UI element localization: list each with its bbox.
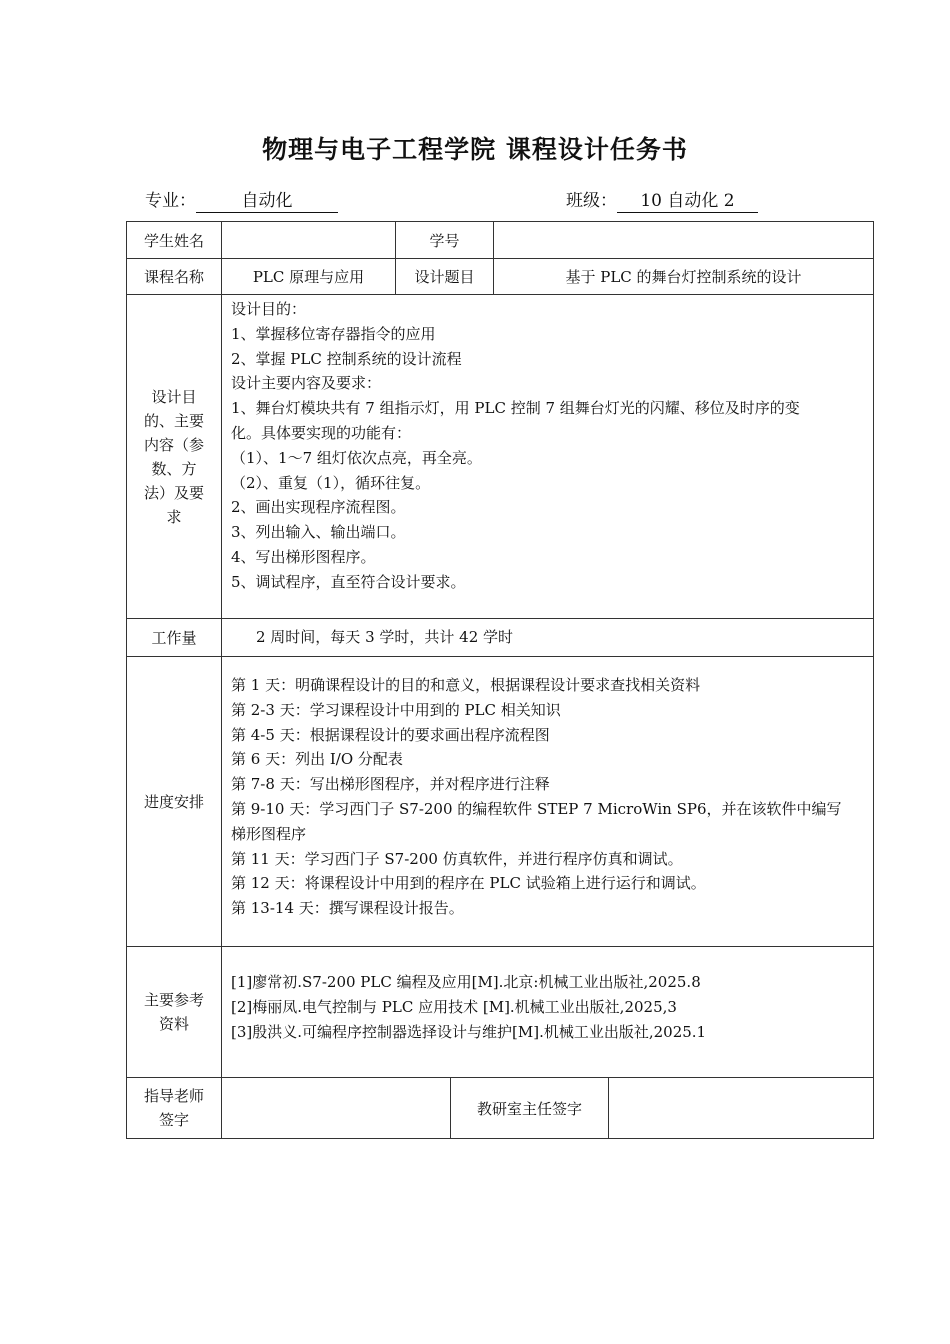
purpose-line: （2）、重复（1），循环往复。 [231, 473, 431, 492]
purpose-line: （1）、1～7 组灯依次点亮，再全亮。 [231, 448, 482, 467]
schedule-line: 第 1 天：明确课程设计的目的和意义，根据课程设计要求查找相关资料 [231, 676, 701, 694]
workload-value [256, 625, 513, 650]
director-sign-label: 教研室主任签字 [476, 1099, 582, 1118]
purpose-line: 5、调试程序，直至符合设计要求。 [231, 572, 466, 591]
purpose-line: 化。具体要实现的功能有： [231, 423, 412, 442]
references-label-line: 主要参考 [143, 991, 204, 1009]
schedule-line: 梯形图程序 [231, 824, 307, 843]
schedule-line: 第 2-3 天：学习课程设计中用到的 PLC 相关知识 [231, 700, 561, 719]
schedule-line: 第 11 天：学习西门子 S7-200 仿真软件，并进行程序仿真和调试。 [231, 849, 683, 868]
table-border [126, 946, 874, 947]
table-border [126, 1138, 874, 1139]
reference-item: [1]廖常初.S7-200 PLC 编程及应用[M].北京:机械工业出版社,2025.8 [231, 973, 701, 991]
table-border [221, 221, 222, 1139]
reference-item: [3]殷洪义.可编程序控制器选择设计与维护[M].机械工业出版社,2025.1 [231, 1022, 707, 1041]
purpose-label [127, 295, 221, 618]
student-name-label: 学生姓名 [143, 231, 204, 250]
purpose-label-line: 内容（参 [143, 435, 204, 454]
reference-item: [2]梅丽凤.电气控制与 PLC 应用技术 [M].机械工业出版社,2025,3 [231, 997, 677, 1016]
references-content [231, 970, 706, 1044]
course-name-label: 课程名称 [143, 268, 204, 286]
design-topic-value: 基于 PLC 的舞台灯控制系统的设计 [565, 268, 802, 286]
schedule-line: 第 13-14 天：撰写课程设计报告。 [231, 899, 464, 918]
course-name-value: PLC 原理与应用 [252, 268, 365, 286]
schedule-line: 第 7-8 天：写出梯形图程序，并对程序进行注释 [231, 775, 550, 794]
purpose-label-line: 求 [166, 507, 182, 526]
schedule-line: 第 4-5 天：根据课程设计的要求画出程序流程图 [231, 725, 550, 744]
purpose-line: 2、掌握 PLC 控制系统的设计流程 [231, 349, 462, 368]
references-label [127, 947, 221, 1077]
purpose-label-line: 的、主要 [143, 411, 204, 430]
table-border [126, 618, 874, 619]
table-border [126, 656, 874, 657]
class-label: 班级： [566, 191, 617, 211]
schedule-content [231, 673, 842, 921]
purpose-content [231, 297, 800, 595]
purpose-label-line: 数、方 [151, 459, 197, 478]
design-topic-label: 设计题目 [414, 268, 475, 286]
workload-label: 工作量 [151, 629, 197, 647]
purpose-line: 设计目的： [231, 300, 307, 318]
advisor-sign-label-line: 签字 [158, 1111, 189, 1129]
purpose-label-line: 法）及要 [143, 483, 204, 502]
schedule-line: 第 9-10 天：学习西门子 S7-200 的编程软件 STEP 7 MicroWin SP6，并在该软件中编写 [231, 799, 842, 818]
schedule-line: 第 6 天：列出 I/O 分配表 [231, 750, 403, 769]
schedule-line: 第 12 天：将课程设计中用到的程序在 PLC 试验箱上进行运行和调试。 [231, 874, 706, 893]
advisor-sign-value [222, 1078, 450, 1138]
table-border [126, 294, 874, 295]
purpose-line: 1、舞台灯模块共有 7 组指示灯，用 PLC 控制 7 组舞台灯光的闪耀、移位及时序的变 [231, 399, 800, 418]
student-id-value [494, 222, 873, 258]
purpose-line: 2、画出实现程序流程图。 [231, 498, 406, 517]
purpose-line: 1、掌握移位寄存器指令的应用 [231, 324, 436, 343]
purpose-line: 设计主要内容及要求： [231, 374, 382, 393]
table-border [873, 221, 874, 1139]
major-label: 专业： [145, 191, 196, 211]
major-value: 自动化 [196, 190, 338, 213]
student-id-label: 学号 [429, 231, 460, 250]
workload-text: 2 周时间，每天 3 学时，共计 42 学时 [256, 628, 514, 646]
class-value: 10 自动化 2 [617, 190, 758, 213]
advisor-sign-label [127, 1078, 221, 1138]
purpose-line: 3、列出输入、输出端口。 [231, 523, 406, 542]
page-title: 物理与电子工程学院 课程设计任务书 [262, 135, 688, 164]
advisor-sign-label-line: 指导老师 [143, 1087, 204, 1105]
purpose-line: 4、写出梯形图程序。 [231, 547, 376, 566]
schedule-label: 进度安排 [143, 793, 204, 811]
student-name-value [222, 222, 395, 258]
purpose-label-line: 设计目 [151, 387, 197, 406]
director-sign-value [609, 1078, 873, 1138]
references-label-line: 资料 [158, 1015, 189, 1033]
